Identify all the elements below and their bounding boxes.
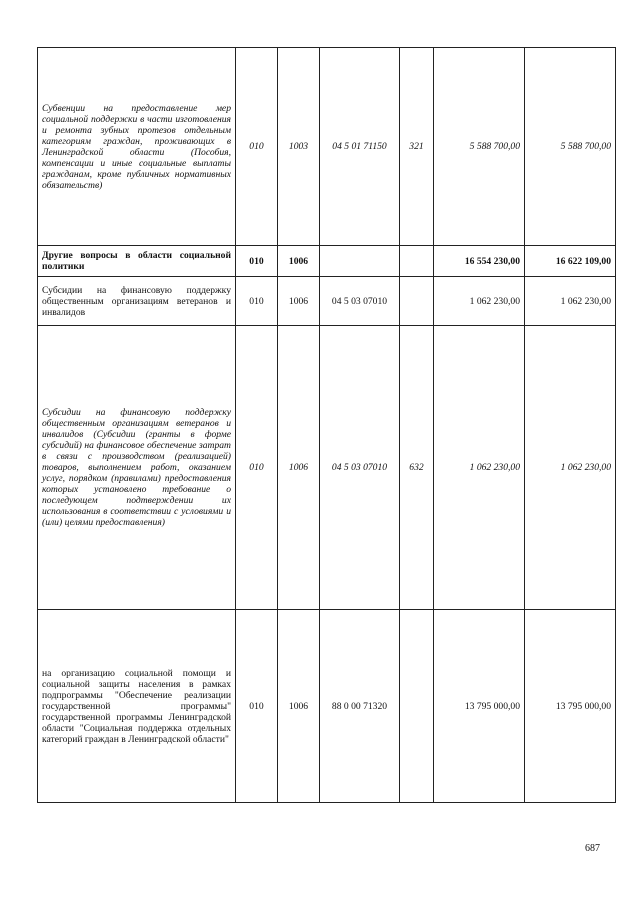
row-section: 010 bbox=[236, 277, 278, 326]
row-subsection: 1006 bbox=[278, 610, 320, 803]
row-name: Субсидии на финансовую поддержку общественным организациям ветеранов и инвалидов (Субсидии (гранты в форме субсидий) на финансовое обеспечение затрат в связи с производством (реализацией) товаров, выполнением работ, оказанием услуг, порядком (правилами) предоставления которых установлено требование о последующем подтверждении их использования в соответствии с условиями и (или) целями предоставления) bbox=[38, 326, 236, 610]
row-name: Субвенции на предоставление мер социальной поддержки в части изготовления и ремонта зубных протезов отдельным категориям граждан, проживающих в Ленинградской области (Пособия, компенсации и иные социальные выплаты гражданам, кроме публичных нормативных обязательств) bbox=[38, 48, 236, 246]
row-amount-2: 1 062 230,00 bbox=[525, 277, 616, 326]
row-target-article: 04 5 01 71150 bbox=[320, 48, 400, 246]
table-row bbox=[38, 277, 616, 326]
row-amount-1: 5 588 700,00 bbox=[434, 48, 525, 246]
row-target-article: 04 5 03 07010 bbox=[320, 326, 400, 610]
table-row bbox=[38, 48, 616, 246]
table-row bbox=[38, 610, 616, 803]
row-amount-1: 1 062 230,00 bbox=[434, 277, 525, 326]
row-name: Субсидии на финансовую поддержку общественным организациям ветеранов и инвалидов bbox=[38, 277, 236, 326]
row-name: на организацию социальной помощи и социальной защиты населения в рамках подпрограммы "Обеспечение реализации государственной программы" государственной программы Ленинградской области "Социальная поддержка отдельных категорий граждан в Ленинградской области" bbox=[38, 610, 236, 803]
row-amount-2: 13 795 000,00 bbox=[525, 610, 616, 803]
row-name: Другие вопросы в области социальной политики bbox=[38, 246, 236, 277]
row-expense-type bbox=[400, 246, 434, 277]
row-subsection: 1006 bbox=[278, 246, 320, 277]
row-section: 010 bbox=[236, 326, 278, 610]
row-subsection: 1003 bbox=[278, 48, 320, 246]
row-amount-1: 13 795 000,00 bbox=[434, 610, 525, 803]
row-target-article: 88 0 00 71320 bbox=[320, 610, 400, 803]
row-target-article bbox=[320, 246, 400, 277]
budget-table bbox=[37, 47, 616, 803]
row-expense-type bbox=[400, 610, 434, 803]
row-amount-1: 1 062 230,00 bbox=[434, 326, 525, 610]
table-row bbox=[38, 326, 616, 610]
row-section: 010 bbox=[236, 48, 278, 246]
row-target-article: 04 5 03 07010 bbox=[320, 277, 400, 326]
row-expense-type: 632 bbox=[400, 326, 434, 610]
page-number: 687 bbox=[585, 843, 600, 854]
row-section: 010 bbox=[236, 610, 278, 803]
row-expense-type: 321 bbox=[400, 48, 434, 246]
row-amount-2: 1 062 230,00 bbox=[525, 326, 616, 610]
row-expense-type bbox=[400, 277, 434, 326]
row-section: 010 bbox=[236, 246, 278, 277]
row-subsection: 1006 bbox=[278, 326, 320, 610]
row-subsection: 1006 bbox=[278, 277, 320, 326]
table-row bbox=[38, 246, 616, 277]
row-amount-1: 16 554 230,00 bbox=[434, 246, 525, 277]
row-amount-2: 5 588 700,00 bbox=[525, 48, 616, 246]
row-amount-2: 16 622 109,00 bbox=[525, 246, 616, 277]
